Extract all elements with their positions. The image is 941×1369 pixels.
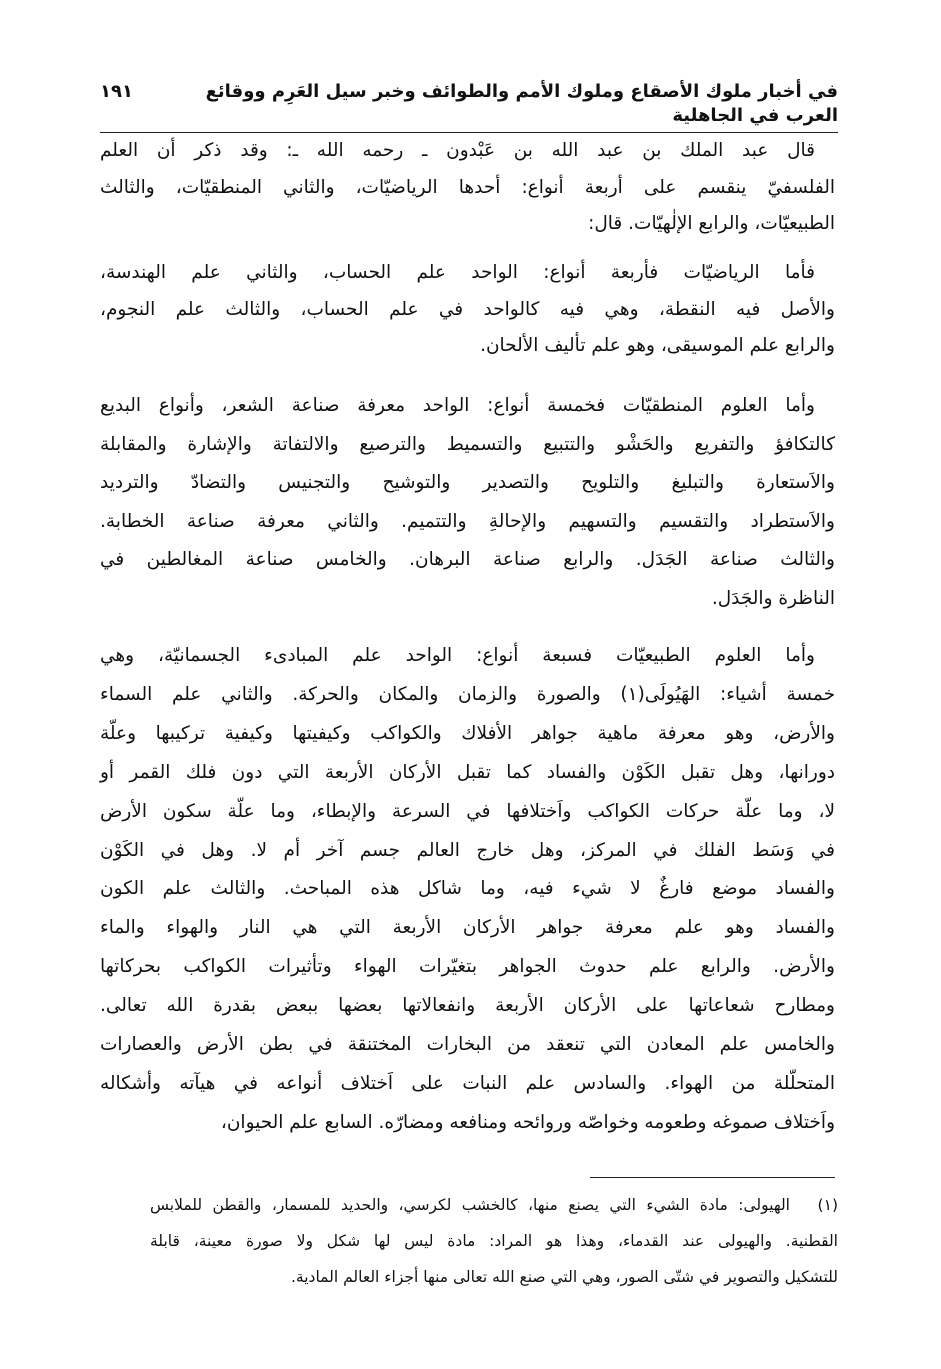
paragraph-1-line: قال عبد الملك بن عبد الله بن عَبْدون ـ رحمه الله ـ: وقد ذكر أن العلم [100,140,815,161]
paragraph-4-line: والخامس علم المعادن التي تنعقد من البخارات المختنقة في بطن الأرض والعصارات [100,1034,835,1055]
paragraph-3-line: والاَستطراد والتقسيم والتسهيم والإحالةِ والتتميم. والثاني معرفة صناعة الخطابة. [100,510,835,532]
paragraph-2-line: والأصل فيه النقطة، وهي فيه كالواحد في علم الحساب، والثالث علم النجوم، [100,298,835,320]
paragraph-1-line: الطبيعيّات، والرابع الإلٰهيّات. قال: [588,213,835,234]
footnote-line: الهيولى: مادة الشيء التي يصنع منها، كالخشب لكرسي، والحديد للمسمار، والقطن للملابس [150,1196,790,1214]
paragraph-4-line: والأرض. والرابع علم حدوث الجواهر بتغيّرات الهواء وتأثيرات الكواكب بحركاتها [100,956,835,978]
header-rule [100,132,838,133]
paragraph-1-line: الفلسفيّ ينقسم على أربعة أنواع: أحدها الرياضيّات، والثاني المنطقيّات، والثالث [100,176,835,198]
running-title: في أخبار ملوك الأصقاع وملوك الأمم والطوائف وخبر سيل العَرِم ووقائع العرب في الجاهلية [205,81,838,126]
paragraph-2-line: والرابع علم الموسيقى، وهو علم تأليف الألحان. [480,335,835,356]
paragraph-3-line: الناظرة والجَدَل. [711,587,835,609]
paragraph-3-line: والثالث صناعة الجَدَل. والرابع صناعة البرهان. والخامس صناعة المغالطين في [100,549,835,570]
paragraph-2-line: فأما الرياضيّات فأربعة أنواع: الواحد علم الحساب، والثاني علم الهندسة، [100,262,815,283]
paragraph-4-line: دورانها، وهل تقبل الكَوْن والفساد كما تقبل الأركان الأربعة التي دون فلك القمر أو [100,761,835,783]
footnote-number: (١) [817,1196,838,1214]
paragraph-4-line: والفساد وهو علم معرفة جواهر الأركان الأربعة التي هي النار والهواء والماء [100,917,835,939]
footnote-rule [590,1177,835,1178]
paragraph-4-line: لا، وما علّة حركات الكواكب واَختلافها في السرعة والإبطاء، وما علّة سكون الأرض [100,800,835,822]
paragraph-3-line: والاَستعارة والتبليغ والتلويح والتصدير والتوشيح والتجنيس والتضادّ والترديد [100,472,835,493]
footnote-line: القطنية. والهيولى عند القدماء، وهذا هو المراد: مادة ليس لها شكل ولا صورة معينة، قابلة [150,1232,838,1250]
paragraph-4-line: في وَسَط الفلك في المركز، وهل خارج العالم جسم آخر أم لا. وهل في الكَوْن [100,839,835,861]
paragraph-4-line: وأما العلوم الطبيعيّات فسبعة أنواع: الواحد علم المبادىء الجسمانيّة، وهي [100,645,815,666]
paragraph-3-line: كالتكافؤ والتفريع والحَشْو والتتبيع والتسميط والترصيع والالتفاتة والإشارة والمقابلة [100,433,835,455]
paragraph-4-line: خمسة أشياء: الهَيُولَى(١) والصورة والزمان والمكان والحركة. والثاني علم السماء [100,683,836,705]
paragraph-4-line: ومطارح شعاعاتها على الأركان الأربعة وانفعالاتها بعضها ببعض بقدرة الله تعالى. [100,995,835,1017]
paragraph-4-line: والفساد موضع فارغٌ لا شيء فيه، وما شاكل هذه المباحث. والثالث علم الكون [100,878,835,900]
paragraph-3-line: وأما العلوم المنطقيّات فخمسة أنواع: الواحد معرفة صناعة الشعر، وأنواع البديع [100,395,815,416]
paragraph-4-line: المتحلّلة من الهواء. والسادس علم النبات على اَختلاف أنواعه في هيآته وأشكاله [100,1072,835,1094]
running-header [100,80,838,128]
paragraph-4-line: والأرض، وهو معرفة ماهية جواهر الأفلاك والكواكب وكيفيتها وكيفية تركيبها وعلّة [100,722,835,744]
footnote-line: للتشكيل والتصوير في شتّى الصور، وهي التي صنع الله تعالى منها أجزاء العالم المادية. [290,1268,838,1286]
paragraph-4-line: واَختلاف صموغه وطعومه وخواصّه وروائحه ومنافعه ومضارّه. السابع علم الحيوان، [220,1111,835,1133]
page-number: ١٩١ [100,81,133,102]
